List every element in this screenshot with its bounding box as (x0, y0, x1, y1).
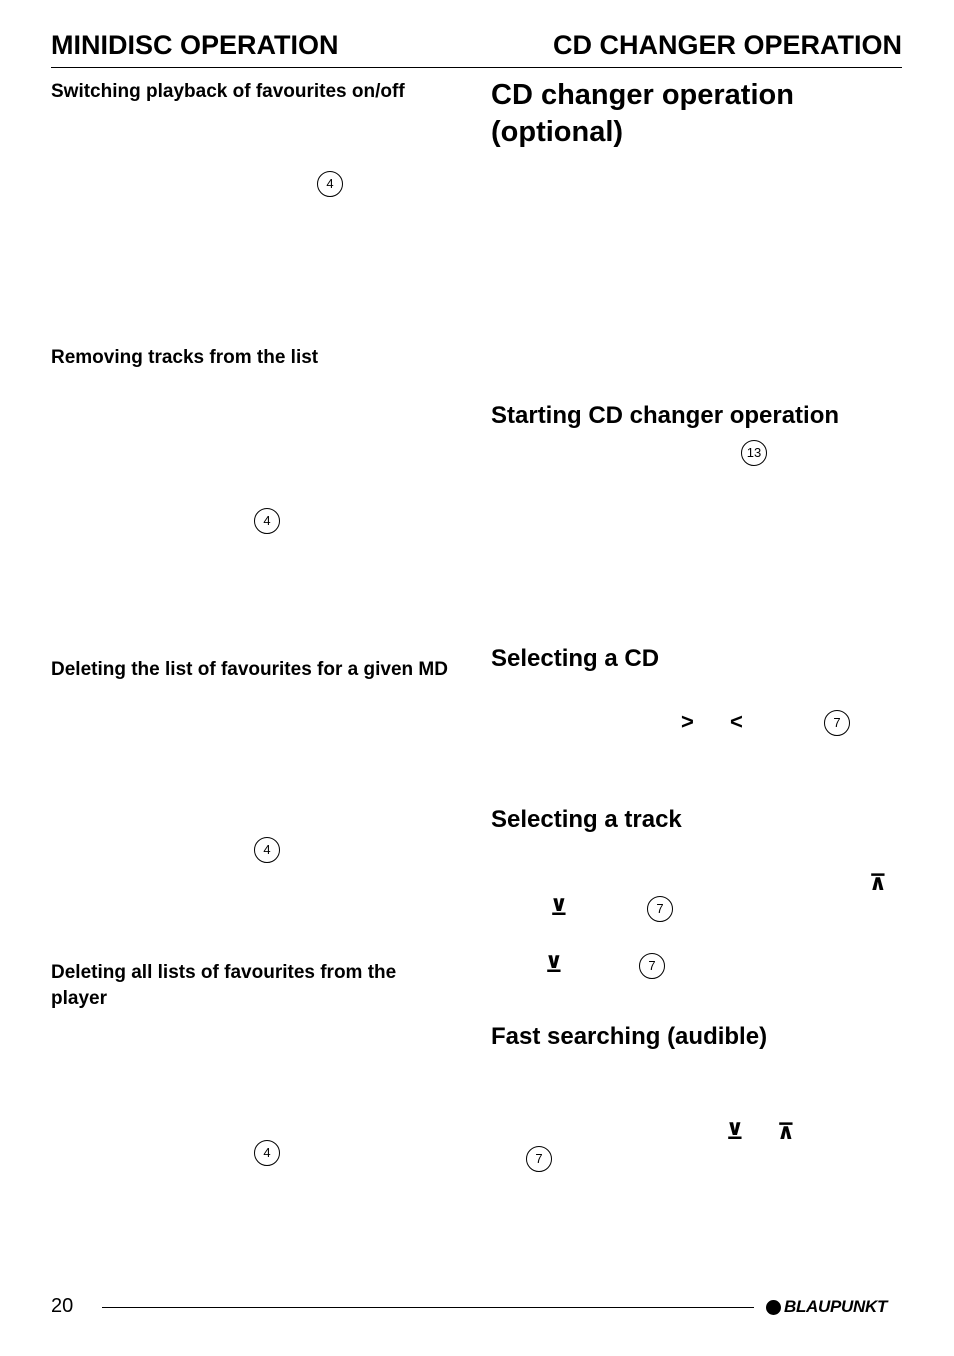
button-ref-marker: 4 (254, 837, 280, 863)
heading-starting-cd-changer: Starting CD changer operation (491, 402, 840, 429)
section-header-cd-changer: CD CHANGER OPERATION (552, 30, 902, 60)
chevron-down-icon: ⊻ (726, 1119, 744, 1144)
chevron-right-icon: > (681, 709, 694, 734)
chevron-left-icon: < (730, 709, 743, 734)
heading-selecting-cd: Selecting a CD (491, 645, 660, 672)
heading-deleting-list-given-md: Deleting the list of favourites for a given MD (51, 659, 448, 680)
brand-name: BLAUPUNKT (784, 1297, 888, 1316)
button-ref-marker: 4 (317, 171, 343, 197)
button-ref-marker: 13 (741, 440, 767, 466)
heading-switching-favourites: Switching playback of favourites on/off (51, 81, 405, 102)
page-title-cd-changer: CD changer operation (optional) (491, 79, 794, 148)
button-ref-marker: 7 (639, 953, 665, 979)
button-ref-marker: 7 (647, 896, 673, 922)
heading-deleting-all-lists: Deleting all lists of favourites from the player (51, 962, 397, 1009)
chevron-up-icon: ⊼ (777, 1119, 795, 1144)
button-ref-marker: 4 (254, 1140, 280, 1166)
chevron-down-icon: ⊻ (545, 952, 563, 977)
heading-fast-searching: Fast searching (audible) (491, 1023, 768, 1050)
button-ref-marker: 4 (254, 508, 280, 534)
chevron-up-icon: ⊼ (869, 870, 887, 895)
section-header-minidisc: MINIDISC OPERATION (51, 30, 339, 60)
button-ref-marker: 7 (824, 710, 850, 736)
header-divider (51, 67, 902, 68)
heading-removing-tracks: Removing tracks from the list (51, 347, 319, 368)
brand-dot-icon (766, 1300, 781, 1315)
chevron-down-icon: ⊻ (550, 895, 568, 920)
button-ref-marker: 7 (526, 1146, 552, 1172)
footer-divider (102, 1307, 754, 1308)
brand-logo (766, 1297, 887, 1317)
page-number: 20 (51, 1295, 74, 1317)
heading-selecting-track: Selecting a track (491, 806, 682, 833)
